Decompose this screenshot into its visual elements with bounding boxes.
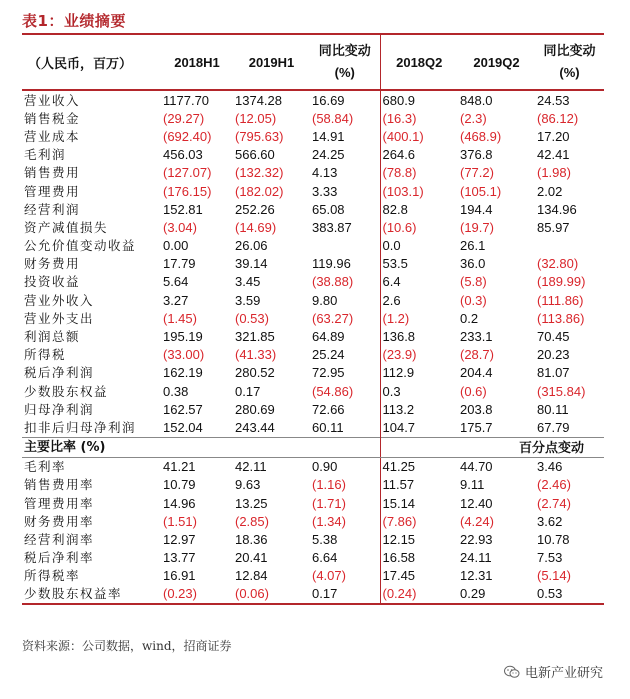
cell-value: (468.9) [460,128,502,144]
row-label: 营业成本 [24,128,81,144]
cell-value: (7.86) [380,512,458,530]
cell-value: (1.51) [163,513,197,529]
cell-value: 152.04 [163,419,203,435]
cell-value: 41.25 [380,457,458,476]
cell-value: 12.84 [235,568,268,584]
cell-value: 680.9 [380,90,458,109]
yoy-q2-label: 同比变动 [543,43,596,58]
cell-value: (0.24) [380,585,458,604]
table-row [22,418,604,437]
col-header-yoy-h1 [310,34,380,90]
row-label: 财务费用率 [24,513,95,529]
cell-value: 44.70 [460,459,493,475]
table-row [22,530,604,548]
cell-value: 456.03 [163,147,203,163]
cell-value: (105.1) [460,183,502,199]
cell-value: (127.07) [163,165,212,181]
cell-value: 1374.28 [235,92,282,108]
table-row [22,90,604,109]
cell-value: 85.97 [537,219,570,235]
cell-value: 81.07 [537,365,570,381]
cell-value: 9.11 [460,477,485,493]
cell-value: 2.6 [380,291,458,309]
cell-value: (2.46) [537,477,571,493]
financial-summary-table [22,33,604,605]
table-row [22,273,604,291]
cell-value: 13.77 [163,550,196,566]
row-label: 销售费用率 [24,477,95,493]
cell-value: 60.11 [312,419,344,435]
cell-value: 376.8 [460,147,493,163]
cell-value: 16.91 [163,568,196,584]
cell-value: (189.99) [537,274,586,290]
cell-value: (2.85) [235,513,269,529]
cell-value: 0.3 [380,382,458,400]
cell-value: 0.90 [312,459,338,475]
table-row [22,327,604,345]
cell-value [535,237,604,255]
cell-value: 104.7 [380,418,458,437]
cell-value: (1.71) [312,495,346,511]
table-row [22,237,604,255]
table-row [22,382,604,400]
row-label: 投资收益 [24,274,81,290]
cell-value: (692.40) [163,128,212,144]
yoy-h1-label: 同比变动 [318,43,371,58]
row-label: 毛利润 [24,147,67,163]
cell-value: (4.07) [312,568,346,584]
cell-value: 64.89 [312,329,345,345]
cell-value: 233.1 [460,329,493,345]
cell-value: (4.24) [460,513,494,529]
cell-value: 243.44 [235,419,275,435]
cell-value: 17.20 [537,128,570,144]
cell-value: (78.8) [380,164,458,182]
cell-value: 848.0 [460,92,493,108]
yoy-h1-unit: (%) [334,65,355,80]
cell-value: (132.32) [235,165,284,181]
cell-value: 264.6 [380,146,458,164]
wechat-icon [504,665,520,679]
cell-value: (58.84) [312,110,354,126]
row-label: 少数股东权益率 [22,585,161,604]
cell-value: 15.14 [380,494,458,512]
cell-value: 162.19 [163,365,203,381]
cell-value: (41.33) [235,347,277,363]
cell-value: 0.17 [235,383,261,399]
cell-value: 72.95 [312,365,345,381]
row-label: 归母净利润 [24,401,95,417]
col-header-2018h1: 2018H1 [161,34,233,90]
cell-value: (5.8) [460,274,487,290]
row-label: 营业外收入 [24,292,95,308]
cell-value: (315.84) [537,383,586,399]
cell-value: (1.98) [537,165,571,181]
cell-value: (2.3) [460,110,487,126]
cell-value: (111.86) [537,292,584,308]
cell-value: 3.62 [537,513,563,529]
row-label: 毛利率 [24,459,67,475]
cell-value: 41.21 [163,459,196,475]
cell-value: (795.63) [235,128,284,144]
cell-value: (176.15) [163,183,212,199]
cell-value: (33.00) [163,347,205,363]
cell-value: 36.0 [460,256,486,272]
cell-value: 321.85 [235,329,275,345]
cell-value: 134.96 [537,201,577,217]
cell-value: 13.25 [235,495,268,511]
table-row [22,309,604,327]
cell-value: 24.25 [312,147,345,163]
row-label: 税后净利润 [24,365,95,381]
cell-value: (1.34) [312,513,346,529]
cell-value: 280.69 [235,401,275,417]
cell-value: 67.79 [537,419,570,435]
cell-value: 5.64 [163,274,189,290]
cell-value: 12.31 [460,568,493,584]
cell-value: (0.06) [233,585,310,604]
cell-value: 22.93 [460,531,493,547]
cell-value: 113.2 [380,400,458,418]
cell-value: 14.96 [163,495,196,511]
cell-value: 252.26 [235,201,275,217]
row-label: 扣非后归母净利润 [24,419,137,435]
cell-value: 18.36 [235,531,268,547]
cell-value: 24.53 [537,92,570,108]
cell-value: 175.7 [460,419,493,435]
cell-value: 0.38 [163,383,189,399]
cell-value: 0.0 [380,237,458,255]
cell-value: (400.1) [380,127,458,145]
cell-value: (10.6) [380,218,458,236]
table-row [22,364,604,382]
cell-value: (32.80) [537,256,579,272]
cell-value: 20.41 [235,550,268,566]
cell-value: 24.11 [460,550,492,566]
table-row [22,127,604,145]
cell-value: 39.14 [235,256,268,272]
table-row [22,146,604,164]
cell-value: (1.16) [312,477,346,493]
financial-summary-table-wrap [22,33,604,605]
cell-value: 136.8 [380,327,458,345]
cell-value: (63.27) [312,310,354,326]
cell-value: (19.7) [460,219,494,235]
row-label: 管理费用率 [24,495,95,511]
table-row [22,476,604,494]
row-label: 销售税金 [24,110,81,126]
cell-value: 42.11 [235,459,267,475]
row-label: 税后净利率 [24,550,95,566]
section-label: 主要比率 (%) [22,437,380,457]
cell-value: 11.57 [380,476,458,494]
cell-value: (113.86) [537,310,585,326]
cell-value: 0.2 [460,310,479,326]
row-label: 公允价值变动收益 [24,238,137,254]
cell-value: 10.79 [163,477,196,493]
table-row [22,567,604,585]
table-row [22,182,604,200]
cell-value: 6.4 [380,273,458,291]
cell-value: 3.46 [537,459,563,475]
cell-value: 80.11 [537,401,569,417]
cell-value: (38.88) [312,274,354,290]
cell-value: 16.58 [380,549,458,567]
cell-value: (54.86) [312,383,354,399]
cell-value: 26.06 [235,238,268,254]
cell-value: 7.53 [537,550,563,566]
cell-value: (5.14) [537,568,571,584]
table-row [22,494,604,512]
cell-value: 5.38 [312,531,338,547]
cell-value: 112.9 [380,364,458,382]
cell-value: 20.23 [537,347,570,363]
cell-value: (0.53) [235,310,269,326]
col-header-2019q2: 2019Q2 [458,34,535,90]
cell-value: 162.57 [163,401,203,417]
unit-header: （人民币，百万） [22,34,161,90]
cell-value: 10.78 [537,531,570,547]
row-label: 经营利润 [24,201,81,217]
cell-value: 194.4 [460,201,493,217]
cell-value: (2.74) [537,495,571,511]
cell-value: (0.6) [460,383,487,399]
col-header-2019h1: 2019H1 [233,34,310,90]
cell-value: 566.60 [235,147,275,163]
row-label: 营业收入 [24,92,81,108]
cell-value: 203.8 [460,401,493,417]
table-row [22,109,604,127]
cell-value: 3.59 [235,292,261,308]
cell-value: 26.1 [460,238,486,254]
table-row [22,291,604,309]
cell-value: 17.45 [380,567,458,585]
cell-value: 82.8 [380,200,458,218]
cell-value: (23.9) [380,346,458,364]
row-label: 财务费用 [24,256,81,272]
cell-value: 53.5 [380,255,458,273]
row-label: 经营利润率 [24,531,95,547]
cell-value: 70.45 [537,329,570,345]
cell-value: 42.41 [537,147,570,163]
cell-value: 0.00 [163,238,189,254]
cell-value: (29.27) [163,110,205,126]
cell-value: 4.13 [312,165,338,181]
row-label: 所得税 [24,347,67,363]
cell-value: (182.02) [235,183,284,199]
cell-value: 17.79 [163,256,196,272]
row-label: 管理费用 [24,183,81,199]
cell-value: 14.91 [312,128,345,144]
cell-value: 0.53 [535,585,604,604]
cell-value: (86.12) [537,110,579,126]
cell-value: 16.69 [312,92,345,108]
table-body [22,90,604,604]
cell-value: 6.64 [312,550,338,566]
table-row [22,218,604,236]
cell-value: (1.2) [380,309,458,327]
cell-value: (0.3) [460,292,487,308]
cell-value: (12.05) [235,110,277,126]
table-row [22,200,604,218]
table-row [22,255,604,273]
cell-value: 204.4 [460,365,493,381]
cell-value: 119.96 [312,256,351,272]
cell-value: 1177.70 [163,92,210,108]
row-label: 销售费用 [24,165,81,181]
cell-value: (28.7) [460,347,494,363]
cell-value: 25.24 [312,347,345,363]
header-row [22,34,604,90]
yoy-q2-unit: (%) [559,65,580,80]
cell-value: 3.45 [235,274,261,290]
row-label: 所得税率 [24,568,81,584]
cell-value: 12.40 [460,495,493,511]
cell-value: 2.02 [537,183,563,199]
source-note: 资料来源：公司数据，wind，招商证券 [22,639,232,653]
col-header-yoy-q2 [535,34,604,90]
table-row [22,512,604,530]
cell-value: (77.2) [460,165,494,181]
cell-value: 3.27 [163,292,189,308]
table-title: 表1：业绩摘要 [22,12,126,30]
cell-value: 12.97 [163,531,196,547]
table-row [22,346,604,364]
table-row [22,585,604,604]
table-row [22,400,604,418]
cell-value: 383.87 [312,219,352,235]
watermark [504,662,603,681]
cell-value: (0.23) [161,585,233,604]
cell-value: 9.80 [312,292,338,308]
table-row [22,164,604,182]
table-row [22,457,604,476]
cell-value [310,237,380,255]
row-label: 资产减值损失 [24,219,109,235]
cell-value: (3.04) [163,219,197,235]
cell-value: 9.63 [235,477,261,493]
col-header-2018q2: 2018Q2 [380,34,458,90]
cell-value: 280.52 [235,365,275,381]
row-label: 少数股东权益 [24,383,109,399]
cell-value: 152.81 [163,201,203,217]
table-row [22,549,604,567]
cell-value: 195.19 [163,329,203,345]
section-header-row [22,437,604,457]
cell-value: (103.1) [380,182,458,200]
row-label: 利润总额 [24,329,81,345]
cell-value: (1.45) [163,310,197,326]
cell-value: (14.69) [235,219,277,235]
cell-value: 65.08 [312,201,345,217]
cell-value: (16.3) [380,109,458,127]
cell-value: 3.33 [312,183,338,199]
row-label: 营业外支出 [24,310,95,326]
section-right-label: 百分点变动 [380,437,604,457]
cell-value: 12.15 [380,530,458,548]
watermark-text: 电新产业研究 [525,666,604,681]
cell-value: 72.66 [312,401,345,417]
cell-value: 0.29 [458,585,535,604]
cell-value: 0.17 [310,585,380,604]
